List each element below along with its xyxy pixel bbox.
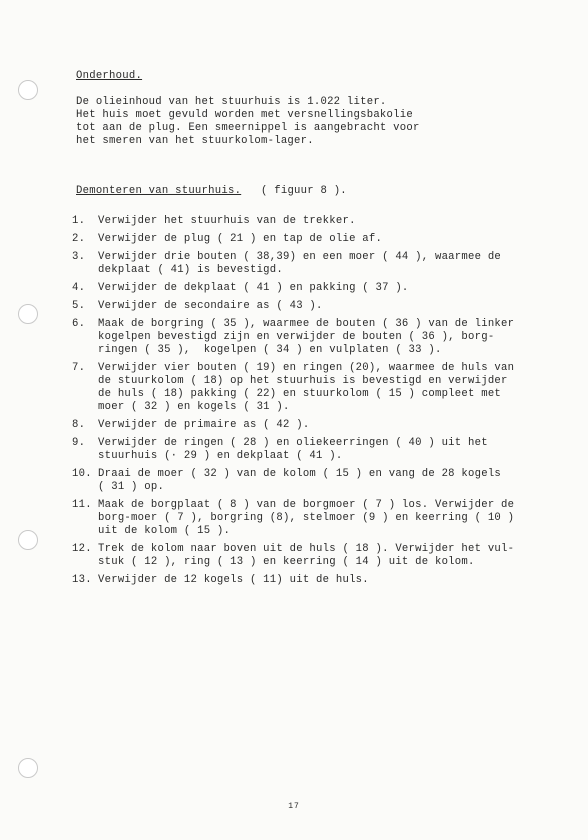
- step-item: [72, 362, 556, 414]
- step-text-line: Verwijder de plug ( 21 ) en tap de olie af.: [98, 233, 383, 245]
- step-item: [72, 574, 556, 587]
- section-heading-onderhoud: Onderhoud.: [76, 70, 143, 82]
- step-number: 5.: [72, 300, 86, 312]
- step-item: [72, 300, 556, 313]
- step-text-line: de huls ( 18) pakking ( 22) en stuurkolom ( 15 ) compleet met: [98, 388, 502, 400]
- step-text-line: moer ( 32 ) en kogels ( 31 ).: [98, 401, 290, 413]
- step-text-line: Verwijder de primaire as ( 42 ).: [98, 419, 310, 431]
- steps-list: [72, 215, 556, 587]
- step-text-line: Verwijder de 12 kogels ( 11) uit de huls.: [98, 574, 369, 586]
- step-item: [72, 543, 556, 569]
- step-item: [72, 233, 556, 246]
- step-text-line: Maak de borgplaat ( 8 ) van de borgmoer ( 7 ) los. Verwijder de: [98, 499, 515, 511]
- step-text-line: stuurhuis (· 29 ) en dekplaat ( 41 ).: [98, 450, 343, 462]
- step-number: 1.: [72, 215, 86, 227]
- section-title: Demonteren van stuurhuis.: [76, 185, 242, 197]
- paragraph-line: De olieinhoud van het stuurhuis is 1.022 liter.: [76, 96, 387, 108]
- step-number: 10.: [72, 468, 92, 480]
- step-number: 13.: [72, 574, 92, 586]
- step-text-line: dekplaat ( 41) is bevestigd.: [98, 264, 284, 276]
- step-text-line: Verwijder het stuurhuis van de trekker.: [98, 215, 356, 227]
- page-number: 17: [288, 802, 300, 811]
- step-item: [72, 282, 556, 295]
- step-item: [72, 419, 556, 432]
- paragraph-line: het smeren van het stuurkolom-lager.: [76, 135, 314, 147]
- step-item: [72, 251, 556, 277]
- step-text-line: ringen ( 35 ), kogelpen ( 34 ) en vulplaten ( 33 ).: [98, 344, 442, 356]
- step-number: 7.: [72, 362, 86, 374]
- step-number: 3.: [72, 251, 86, 263]
- step-number: 9.: [72, 437, 86, 449]
- paragraph-line: Het huis moet gevuld worden met versnellingsbakolie: [76, 109, 413, 121]
- step-text-line: Trek de kolom naar boven uit de huls ( 18 ). Verwijder het vul-: [98, 543, 515, 555]
- step-item: [72, 468, 556, 494]
- step-number: 8.: [72, 419, 86, 431]
- step-text-line: kogelpen bevestigd zijn en verwijder de bouten ( 36 ), borg-: [98, 331, 495, 343]
- onderhoud-paragraph: [76, 96, 556, 148]
- step-number: 11.: [72, 499, 92, 511]
- step-text-line: uit de kolom ( 15 ).: [98, 525, 231, 537]
- step-text-line: borg-moer ( 7 ), borgring (8), stelmoer (9 ) en keerring ( 10 ): [98, 512, 515, 524]
- step-item: [72, 499, 556, 538]
- section-heading-demonteren: [76, 185, 556, 198]
- step-number: 12.: [72, 543, 92, 555]
- step-text-line: Verwijder de dekplaat ( 41 ) en pakking ( 37 ).: [98, 282, 409, 294]
- step-text-line: Verwijder vier bouten ( 19) en ringen (20), waarmee de huls van: [98, 362, 515, 374]
- step-item: [72, 215, 556, 228]
- punch-hole: [18, 80, 38, 100]
- step-text-line: Verwijder de secondaire as ( 43 ).: [98, 300, 323, 312]
- figure-reference: ( figuur 8 ).: [261, 185, 347, 197]
- step-text-line: Maak de borgring ( 35 ), waarmee de bouten ( 36 ) van de linker: [98, 318, 515, 330]
- step-text-line: ( 31 ) op.: [98, 481, 165, 493]
- paragraph-line: tot aan de plug. Een smeernippel is aangebracht voor: [76, 122, 420, 134]
- punch-hole: [18, 530, 38, 550]
- step-text-line: Verwijder de ringen ( 28 ) en oliekeerringen ( 40 ) uit het: [98, 437, 488, 449]
- step-text-line: stuk ( 12 ), ring ( 13 ) en keerring ( 14 ) uit de kolom.: [98, 556, 475, 568]
- punch-hole: [18, 304, 38, 324]
- punch-hole: [18, 758, 38, 778]
- step-text-line: Verwijder drie bouten ( 38,39) en een moer ( 44 ), waarmee de: [98, 251, 502, 263]
- step-text-line: Draai de moer ( 32 ) van de kolom ( 15 ) en vang de 28 kogels: [98, 468, 502, 480]
- document-body: [72, 70, 556, 592]
- step-number: 6.: [72, 318, 86, 330]
- step-number: 4.: [72, 282, 86, 294]
- step-number: 2.: [72, 233, 86, 245]
- step-text-line: de stuurkolom ( 18) op het stuurhuis is bevestigd en verwijder: [98, 375, 508, 387]
- step-item: [72, 437, 556, 463]
- step-item: [72, 318, 556, 357]
